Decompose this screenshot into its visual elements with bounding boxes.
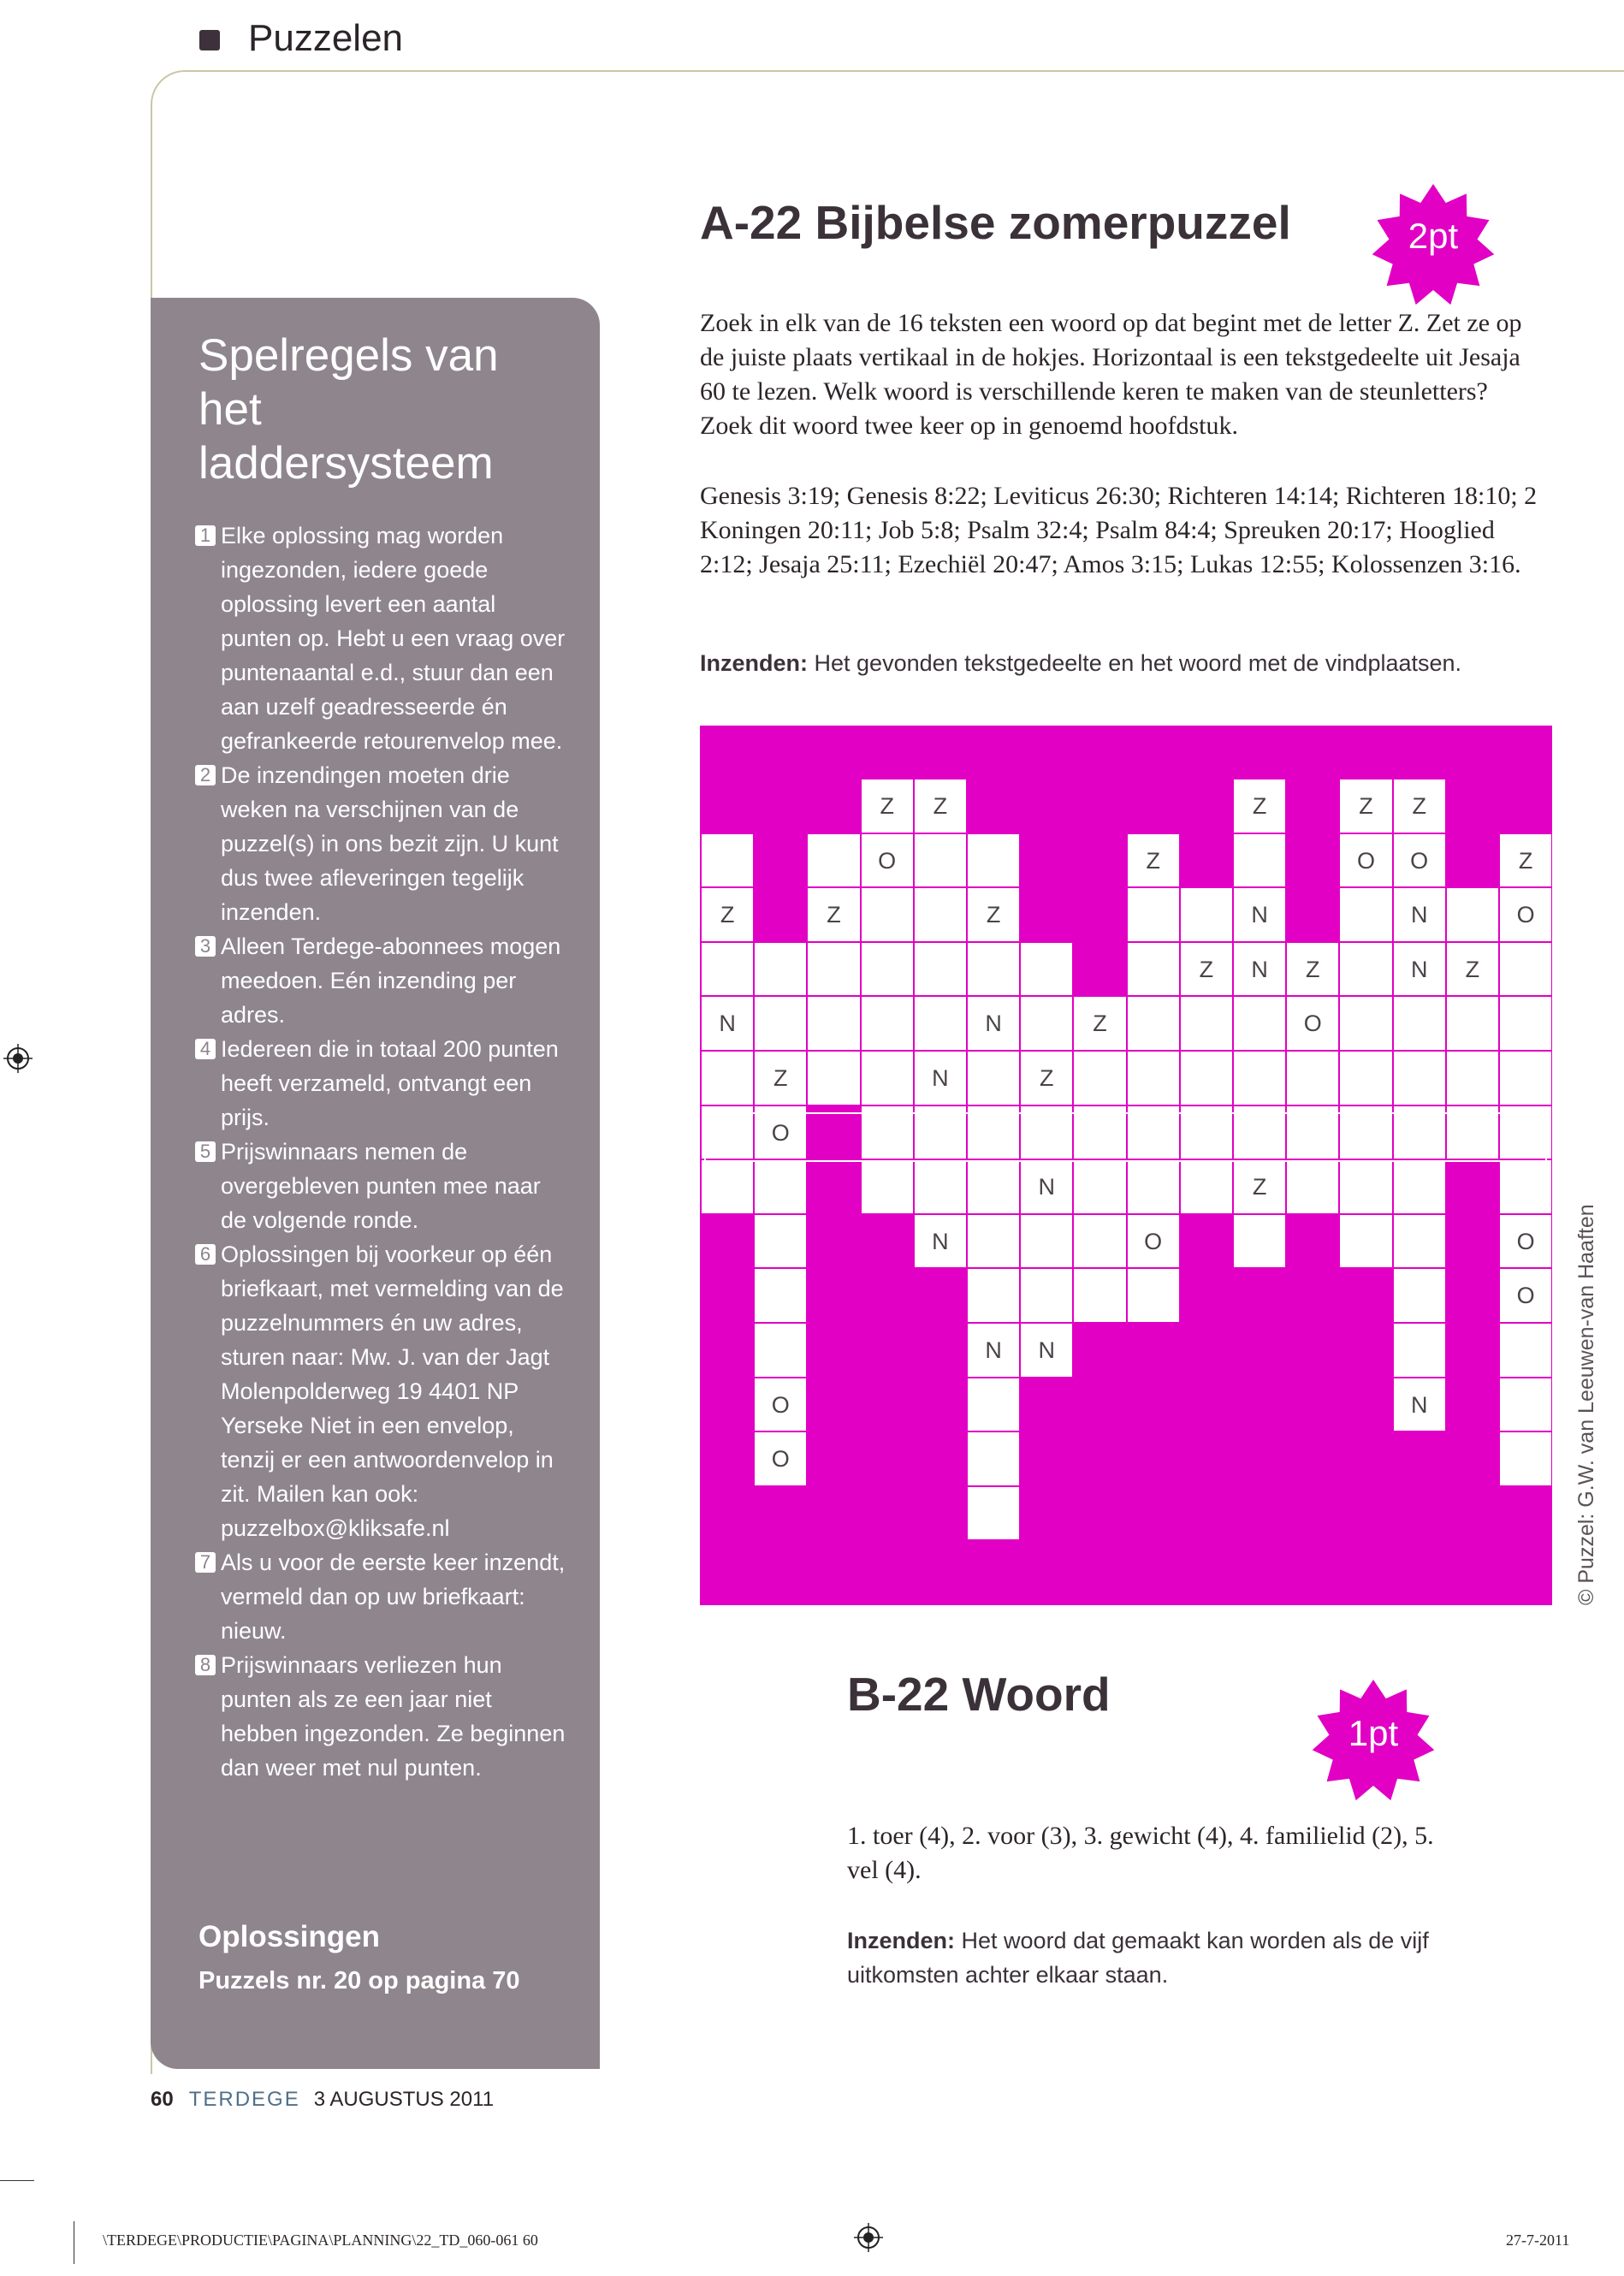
grid-cell[interactable] <box>1127 942 1180 997</box>
grid-cell[interactable] <box>1020 996 1073 1051</box>
grid-cell[interactable]: O <box>754 1378 807 1432</box>
rule-number: 1 <box>195 525 216 546</box>
grid-cell[interactable] <box>1339 1051 1392 1105</box>
grid-cell[interactable] <box>914 1159 967 1214</box>
grid-cell[interactable]: O <box>1499 887 1552 942</box>
submission-label: Inzenden: <box>847 1928 955 1953</box>
grid-cell[interactable] <box>967 1214 1020 1269</box>
grid-cell[interactable]: N <box>914 1214 967 1269</box>
grid-cell[interactable]: Z <box>1286 942 1339 997</box>
grid-cell[interactable] <box>1233 1051 1286 1105</box>
grid-cell[interactable]: O <box>1499 1214 1552 1269</box>
grid-cell[interactable] <box>914 833 967 888</box>
grid-cell[interactable] <box>861 887 914 942</box>
grid-cell[interactable] <box>967 1051 1020 1105</box>
rule-item <box>195 1648 572 1785</box>
grid-cell[interactable] <box>1233 833 1286 888</box>
grid-cell[interactable] <box>1020 942 1073 997</box>
puzzle-a-points: 2pt <box>1408 216 1459 256</box>
grid-cell[interactable]: N <box>1233 887 1286 942</box>
grid-cell[interactable] <box>1446 1105 1499 1160</box>
grid-cell[interactable]: Z <box>1339 779 1392 833</box>
grid-cell[interactable] <box>1393 1159 1446 1214</box>
grid-cell[interactable]: Z <box>967 887 1020 942</box>
grid-cell[interactable] <box>1180 1105 1233 1160</box>
grid-cell[interactable]: O <box>1127 1214 1180 1269</box>
grid-cell[interactable] <box>1127 996 1180 1051</box>
grid-cell[interactable] <box>1499 1051 1552 1105</box>
grid-cell[interactable] <box>1499 1105 1552 1160</box>
grid-cell[interactable]: Z <box>754 1051 807 1105</box>
grid-cell[interactable]: Z <box>1233 779 1286 833</box>
grid-cell[interactable] <box>914 996 967 1051</box>
grid-cell[interactable]: N <box>1020 1159 1073 1214</box>
puzzle-a-instructions: Zoek in elk van de 16 teksten een woord op dat begint met de letter Z. Zet ze op de juiste plaats vertikaal in de hokjes. Horizontaal is een tekstgedeelte uit Jesaja 60 te lezen. Welk woord is verschillende keren te maken van de steunletters? Zoek dit woord twee keer op in genoemd hoofdstuk. <box>700 309 1522 440</box>
grid-cell[interactable]: Z <box>1073 996 1126 1051</box>
grid-cell[interactable] <box>754 1268 807 1323</box>
section-marker-icon <box>199 30 220 50</box>
grid-cell[interactable] <box>861 1051 914 1105</box>
grid-cell[interactable] <box>967 1159 1020 1214</box>
grid-cell[interactable] <box>1339 887 1392 942</box>
grid-cell[interactable] <box>754 1323 807 1378</box>
rule-text: De inzendingen moeten drie weken na verschijnen van de puzzel(s) in ons bezit zijn. U kunt dus twee afleveringen tegelijk inzenden. <box>221 762 559 925</box>
print-slug-date: 27-7-2011 <box>1506 2232 1570 2249</box>
page-folio <box>151 2088 494 2112</box>
grid-cell[interactable] <box>1286 1105 1339 1160</box>
rule-item <box>195 519 572 758</box>
grid-cell[interactable]: O <box>754 1431 807 1486</box>
grid-cell[interactable]: O <box>861 833 914 888</box>
grid-cell[interactable] <box>1499 1378 1552 1432</box>
grid-cell[interactable] <box>1127 1051 1180 1105</box>
puzzle-b-clues: 1. toer (4), 2. voor (3), 3. gewicht (4), 4. familielid (2), 5. vel (4). <box>847 1822 1434 1884</box>
rule-number: 5 <box>195 1141 216 1162</box>
magazine-name: TERDEGE <box>188 2088 300 2111</box>
rules-panel <box>151 298 600 2069</box>
grid-cell[interactable] <box>1127 1268 1180 1323</box>
grid-cell[interactable] <box>967 1378 1020 1432</box>
grid-cell[interactable] <box>1073 1159 1126 1214</box>
rule-text: Elke oplossing mag worden ingezonden, iedere goede oplossing levert een aantal punten op. Hebt u een vraag over puntenaantal e.d., stuur dan een aan uzelf geadresseerde én gefrankeerde retourenvelop mee. <box>221 523 566 754</box>
grid-cell[interactable]: O <box>1393 833 1446 888</box>
grid-cell[interactable] <box>861 996 914 1051</box>
grid-cell[interactable]: Z <box>1499 833 1552 888</box>
grid-cell[interactable] <box>1127 1159 1180 1214</box>
grid-cell[interactable] <box>967 1486 1020 1541</box>
grid-cell[interactable] <box>1286 1051 1339 1105</box>
rule-number: 7 <box>195 1552 216 1573</box>
grid-cell[interactable]: N <box>967 1323 1020 1378</box>
grid-cell[interactable] <box>1180 1159 1233 1214</box>
grid-cell[interactable] <box>1073 1051 1126 1105</box>
grid-cell[interactable]: O <box>1339 833 1392 888</box>
grid-cell[interactable] <box>701 1051 754 1105</box>
grid-cell[interactable] <box>1499 1431 1552 1486</box>
grid-cell[interactable] <box>1446 1051 1499 1105</box>
rule-number: 3 <box>195 936 216 957</box>
registration-mark-icon <box>854 2223 883 2252</box>
grid-cell[interactable] <box>1233 1105 1286 1160</box>
grid-cell[interactable] <box>861 1105 914 1160</box>
grid-cell[interactable] <box>807 833 860 888</box>
grid-cell[interactable] <box>967 942 1020 997</box>
solutions-reference: Puzzels nr. 20 op pagina 70 <box>199 1967 520 1994</box>
submission-text: Het woord dat gemaakt kan worden als de vijf uitkomsten achter elkaar staan. <box>847 1928 1429 1988</box>
grid-cell[interactable] <box>1127 887 1180 942</box>
rule-number: 4 <box>195 1039 216 1059</box>
grid-cell[interactable] <box>1020 1105 1073 1160</box>
grid-cell[interactable] <box>1393 1268 1446 1323</box>
puzzle-b-title: B-22 Woord <box>847 1668 1111 1721</box>
puzzle-a-title: A-22 Bijbelse zomerpuzzel <box>700 196 1291 249</box>
grid-cell[interactable] <box>807 942 860 997</box>
grid-cell[interactable] <box>1286 1159 1339 1214</box>
grid-cell[interactable] <box>1393 996 1446 1051</box>
grid-cell[interactable] <box>701 942 754 997</box>
grid-cell[interactable] <box>967 1105 1020 1160</box>
grid-cell[interactable] <box>701 1159 754 1214</box>
grid-cell[interactable]: N <box>1020 1323 1073 1378</box>
rule-item <box>195 1032 572 1135</box>
rule-text: Prijswinnaars nemen de overgebleven punten mee naar de volgende ronde. <box>221 1139 541 1233</box>
grid-cell[interactable] <box>807 996 860 1051</box>
grid-cell[interactable] <box>1020 1214 1073 1269</box>
grid-cell[interactable] <box>1339 1159 1392 1214</box>
grid-cell[interactable] <box>1393 1323 1446 1378</box>
rule-item <box>195 1237 572 1545</box>
grid-cell[interactable] <box>1073 1214 1126 1269</box>
grid-cell[interactable] <box>1180 996 1233 1051</box>
grid-cell[interactable] <box>754 942 807 997</box>
grid-cell[interactable] <box>914 1105 967 1160</box>
rules-title: Spelregels van het laddersysteem <box>199 330 499 489</box>
grid-cell[interactable]: Z <box>1446 942 1499 997</box>
submission-text: Het gevonden tekstgedeelte en het woord met de vindplaatsen. <box>814 650 1462 676</box>
rule-text: Iedereen die in totaal 200 punten heeft verzameld, ontvangt een prijs. <box>221 1036 559 1130</box>
grid-cell[interactable] <box>1339 942 1392 997</box>
print-slug-path: \TERDEGE\PRODUCTIE\PAGINA\PLANNING\22_TD_060-061 60 <box>103 2232 538 2249</box>
grid-cell[interactable] <box>1393 1105 1446 1160</box>
grid-cell[interactable]: Z <box>1020 1051 1073 1105</box>
grid-cell[interactable] <box>1446 996 1499 1051</box>
grid-cell[interactable] <box>1499 1323 1552 1378</box>
rule-item <box>195 1545 572 1648</box>
grid-cell[interactable] <box>1499 1159 1552 1214</box>
puzzle-a-submission <box>700 650 1556 677</box>
issue-date: 3 AUGUSTUS 2011 <box>313 2088 495 2111</box>
grid-cell[interactable] <box>1180 887 1233 942</box>
grid-cell[interactable] <box>861 1159 914 1214</box>
grid-cell[interactable] <box>1393 1051 1446 1105</box>
grid-cell[interactable] <box>1393 1214 1446 1269</box>
grid-cell[interactable]: Z <box>914 779 967 833</box>
grid-cell[interactable] <box>701 833 754 888</box>
grid-cell[interactable]: N <box>1393 942 1446 997</box>
rule-text: Prijswinnaars verliezen hun punten als ze een jaar niet hebben ingezonden. Ze beginnen dan weer met nul punten. <box>221 1652 566 1781</box>
rule-text: Als u voor de eerste keer inzendt, vermeld dan op uw briefkaart: nieuw. <box>221 1550 566 1644</box>
puzzle-credit: © Puzzel: G.W. van Leeuwen-van Haaften <box>1574 1204 1598 1605</box>
grid-cell[interactable] <box>914 942 967 997</box>
grid-cell[interactable]: N <box>967 996 1020 1051</box>
rule-number: 8 <box>195 1655 216 1675</box>
rule-item <box>195 1135 572 1237</box>
crop-mark <box>0 2180 34 2181</box>
grid-cell[interactable] <box>807 1051 860 1105</box>
grid-cell[interactable] <box>1073 1105 1126 1160</box>
puzzle-b-submission <box>847 1923 1463 1992</box>
grid-cell[interactable] <box>1233 996 1286 1051</box>
grid-cell[interactable]: Z <box>1233 1159 1286 1214</box>
rule-number: 2 <box>195 765 216 785</box>
grid-cell[interactable]: N <box>1233 942 1286 997</box>
grid-cell[interactable]: N <box>914 1051 967 1105</box>
grid-cell[interactable] <box>1339 996 1392 1051</box>
grid-cell[interactable]: Z <box>861 779 914 833</box>
grid-cell[interactable] <box>1180 1051 1233 1105</box>
grid-cell[interactable] <box>967 833 1020 888</box>
rule-number: 6 <box>195 1244 216 1265</box>
grid-cell[interactable] <box>754 996 807 1051</box>
grid-cell[interactable]: O <box>1499 1268 1552 1323</box>
registration-mark-icon <box>3 1044 33 1073</box>
grid-cell[interactable]: O <box>1286 996 1339 1051</box>
grid-cell[interactable]: N <box>1393 887 1446 942</box>
grid-cell[interactable]: Z <box>1180 942 1233 997</box>
grid-cell[interactable]: Z <box>807 887 860 942</box>
grid-cell[interactable] <box>1339 1105 1392 1160</box>
grid-cell[interactable]: Z <box>1393 779 1446 833</box>
grid-cell[interactable] <box>1073 1268 1126 1323</box>
grid-cell[interactable]: O <box>754 1105 807 1160</box>
crossword-grid <box>700 726 1552 1605</box>
rules-list <box>195 519 572 1785</box>
rule-item <box>195 758 572 929</box>
grid-cell[interactable] <box>754 1214 807 1269</box>
grid-cell[interactable] <box>1339 1214 1392 1269</box>
grid-cell[interactable] <box>967 1431 1020 1486</box>
grid-cell[interactable] <box>914 887 967 942</box>
rule-text: Alleen Terdege-abonnees mogen meedoen. Eén inzending per adres. <box>221 934 561 1028</box>
section-title: Puzzelen <box>248 17 404 59</box>
submission-label: Inzenden: <box>700 650 808 676</box>
grid-cell[interactable]: N <box>701 996 754 1051</box>
grid-cell[interactable] <box>1499 996 1552 1051</box>
grid-cell[interactable]: Z <box>1127 833 1180 888</box>
puzzle-b-points: 1pt <box>1348 1713 1399 1753</box>
grid-cell[interactable] <box>1127 1105 1180 1160</box>
puzzle-a-references: Genesis 3:19; Genesis 8:22; Leviticus 26:30; Richteren 14:14; Richteren 18:10; 2 Koningen 20:11; Job 5:8; Psalm 32:4; Psalm 84:4; Spreuken 20:17; Hooglied 2:12; Jesaja 25:11; Ezechiël 20:47; Amos 3:15; Lukas 12:55; Kolossenzen 3:16. <box>700 482 1538 578</box>
grid-cell[interactable] <box>967 1268 1020 1323</box>
rule-item <box>195 929 572 1032</box>
grid-cell[interactable]: Z <box>701 887 754 942</box>
solutions-title: Oplossingen <box>199 1920 380 1953</box>
grid-cell[interactable] <box>861 942 914 997</box>
grid-cell[interactable] <box>1233 1214 1286 1269</box>
grid-cell[interactable] <box>754 1159 807 1214</box>
grid-cell[interactable] <box>701 1105 754 1160</box>
grid-cell[interactable] <box>1020 1268 1073 1323</box>
rule-text: Oplossingen bij voorkeur op één briefkaart, met vermelding van de puzzelnummers én uw adres, sturen naar: Mw. J. van der Jagt Molenpolderweg 19 4401 NP Yerseke Niet in een envelop, tenzij er een antwoordenvelop in zit. Mailen kan ook: puzzelbox@kliksafe.nl <box>221 1242 564 1541</box>
grid-cell[interactable] <box>1446 887 1499 942</box>
grid-cell[interactable]: N <box>1393 1378 1446 1432</box>
grid-cell[interactable] <box>1499 942 1552 997</box>
page-number: 60 <box>151 2088 174 2111</box>
